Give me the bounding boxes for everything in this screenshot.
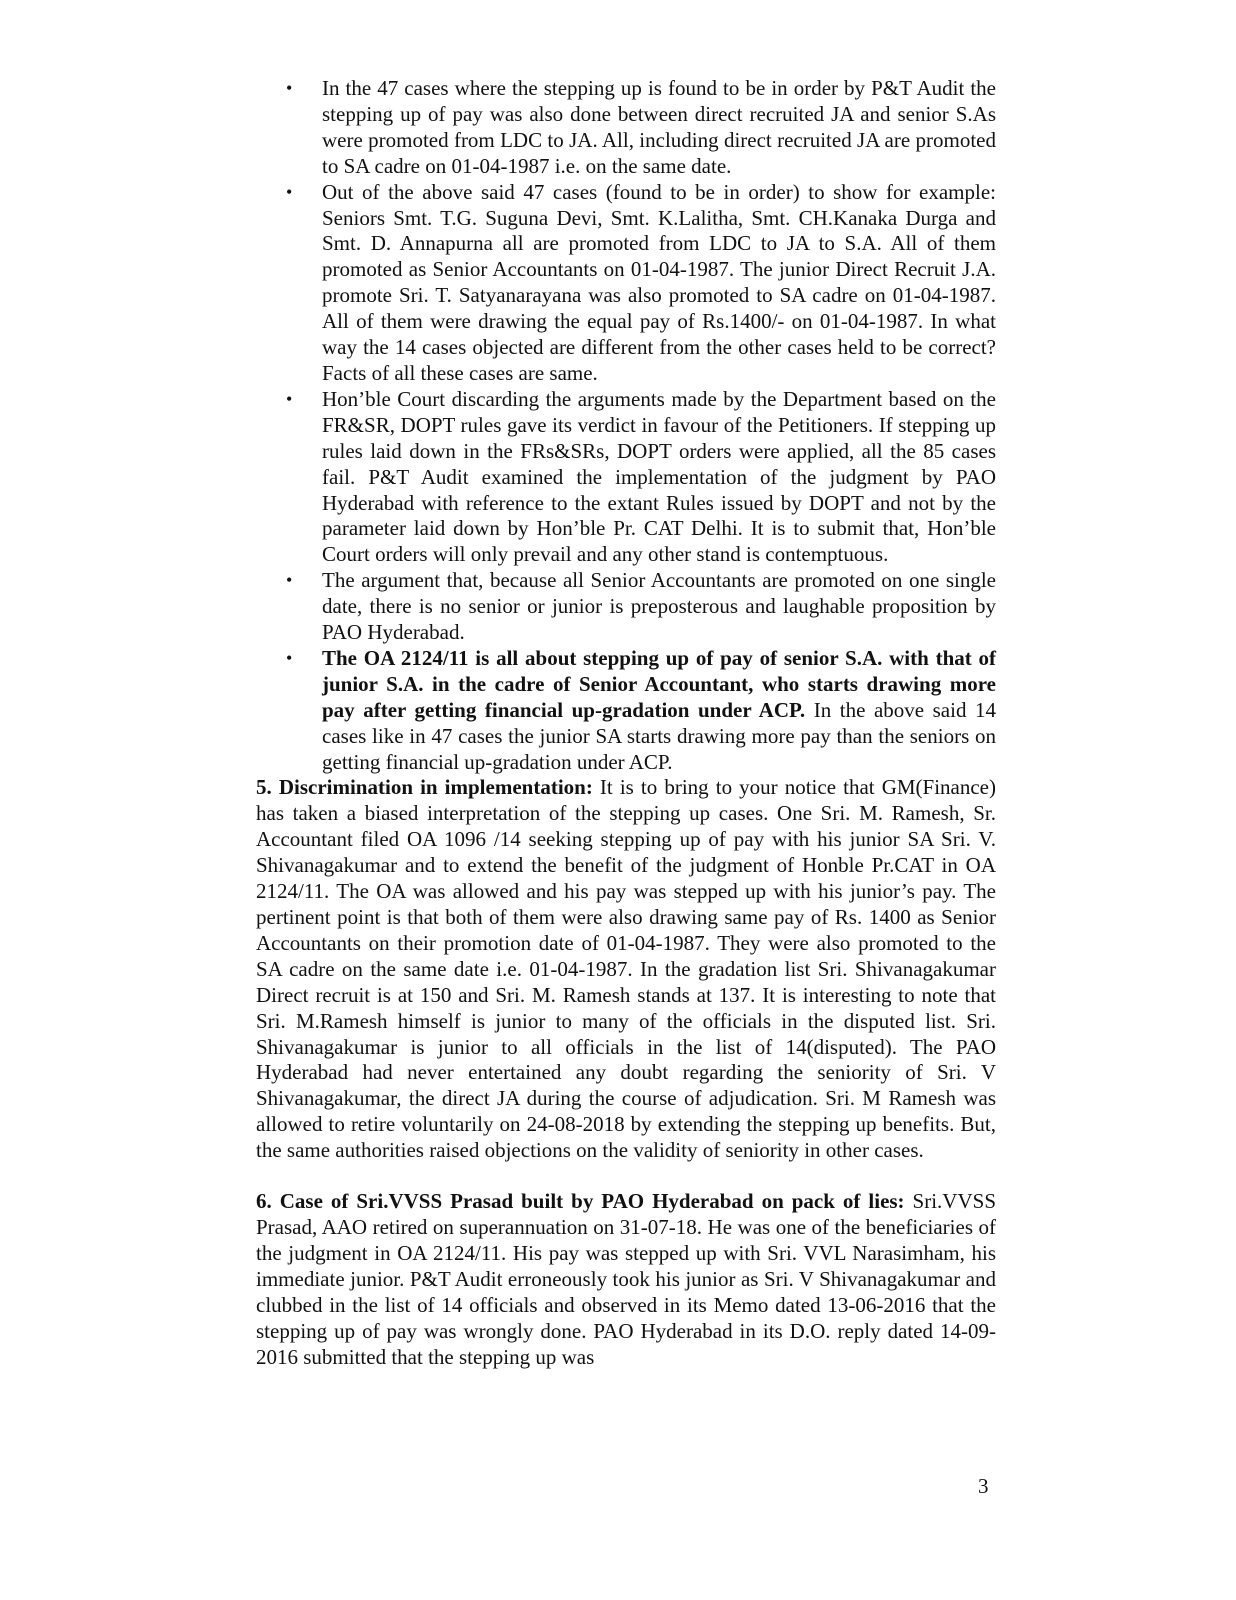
bullet-text: The argument that, because all Senior Accountants are promoted on one single date, there is no senior or junior is preposterous and laughable proposition by PAO Hyderabad. <box>322 568 996 645</box>
bullet-item <box>256 180 996 387</box>
section-spacer <box>256 1164 996 1189</box>
bullet-item <box>256 76 996 180</box>
bullet-text: In the 47 cases where the stepping up is found to be in order by P&T Audit the stepping up of pay was also done between direct recruited JA and senior S.As were promoted from LDC to JA. All, including direct recruited JA are promoted to SA cadre on 01-04-1987 i.e. on the same date. <box>322 76 996 178</box>
section-5 <box>256 775 996 1164</box>
bullet-item <box>256 646 996 776</box>
bullet-plain-text: In the above said 14 cases like in 47 cases the junior SA starts drawing more pay than the seniors on getting financial up-gradation under ACP. <box>322 697 997 774</box>
bullet-item <box>256 568 996 646</box>
bullet-text: Out of the above said 47 cases (found to be in order) to show for example: Seniors Smt. T.G. Suguna Devi, Smt. K.Lalitha, Smt. CH.Kanaka Durga and Smt. D. Annapurna all are promoted from LDC to JA to S.A. All of them promoted as Senior Accountants on 01-04-1987. The junior Direct Recruit J.A. promote Sri. T. Satyanarayana was also promoted to SA cadre on 01-04-1987. All of them were drawing the equal pay of Rs.1400/- on 01-04-1987. In what way the 14 cases objected are different from the other cases held to be correct? Facts of all these cases are same. <box>322 179 996 385</box>
bullet-icon: • <box>286 388 293 409</box>
section-5-text: It is to bring to your notice that GM(Finance) has taken a biased interpretation of the stepping up cases. One Sri. M. Ramesh, Sr. Accountant filed OA 1096 /14 seeking stepping up of pay with his junior SA Sri. V. Shivanagakumar and to extend the benefit of the judgment of Honble Pr.CAT in OA 2124/11. The OA was allowed and his pay was stepped up with his junior’s pay. The pertinent point is that both of them were also drawing same pay of Rs. 1400 as Senior Accountants on their promotion date of 01-04-1987. They were also promoted to the SA cadre on the same date i.e. 01-04-1987. In the gradation list Sri. Shivanagakumar Direct recruit is at 150 and Sri. M. Ramesh stands at 137. It is interesting to note that Sri. M.Ramesh himself is junior to many of the officials in the disputed list. Sri. Shivanagakumar is junior to all officials in the list of 14(disputed). The PAO Hyderabad had never entertained any doubt regarding the seniority of Sri. V Shivanagakumar, the direct JA during the course of adjudication. Sri. M Ramesh was allowed to retire voluntarily on 24-08-2018 by extending the stepping up benefits. But, the same authorities raised objections on the validity of seniority in other cases. <box>256 775 996 1163</box>
bullet-list <box>256 76 996 775</box>
bullet-text: Hon’ble Court discarding the arguments made by the Department based on the FR&SR, DOPT rules gave its verdict in favour of the Petitioners. If stepping up rules laid down in the FRs&SRs, DOPT orders were applied, all the 85 cases fail. P&T Audit examined the implementation of the judgment by PAO Hyderabad with reference to the extant Rules issued by DOPT and not by the parameter laid down by Hon’ble Pr. CAT Delhi. It is to submit that, Hon’ble Court orders will only prevail and any other stand is contemptuous. <box>322 386 996 567</box>
section-6-text: Sri.VVSS Prasad, AAO retired on superannuation on 31-07-18. He was one of the beneficiaries of the judgment in OA 2124/11. His pay was stepped up with Sri. VVL Narasimham, his immediate junior. P&T Audit erroneously took his junior as Sri. V Shivanagakumar and clubbed in the list of 14 officials and observed in its Memo dated 13-06-2016 that the stepping up of pay was wrongly done. PAO Hyderabad in its D.O. reply dated 14-09-2016 submitted that the stepping up was <box>256 1189 996 1369</box>
section-6-paragraph <box>256 1189 996 1370</box>
section-5-paragraph <box>256 775 996 1164</box>
document-body <box>256 76 996 1370</box>
page-number: 3 <box>978 1474 989 1498</box>
bullet-bold-text: The OA 2124/11 is all about stepping up of pay of senior S.A. with that of junior S.A. in the cadre of Senior Accountant, who starts drawing more pay after getting financial up-gradation under ACP. <box>322 645 996 722</box>
bullet-icon: • <box>286 181 293 202</box>
bullet-item <box>256 387 996 568</box>
bullet-icon: • <box>286 647 293 668</box>
section-6 <box>256 1189 996 1370</box>
bullet-icon: • <box>286 570 293 591</box>
section-6-heading: 6. Case of Sri.VVSS Prasad built by PAO Hyderabad on pack of lies: <box>256 1189 905 1214</box>
section-5-heading: 5. Discrimination in implementation: <box>256 775 593 800</box>
bullet-icon: • <box>286 78 293 98</box>
bullet-text <box>322 646 996 776</box>
